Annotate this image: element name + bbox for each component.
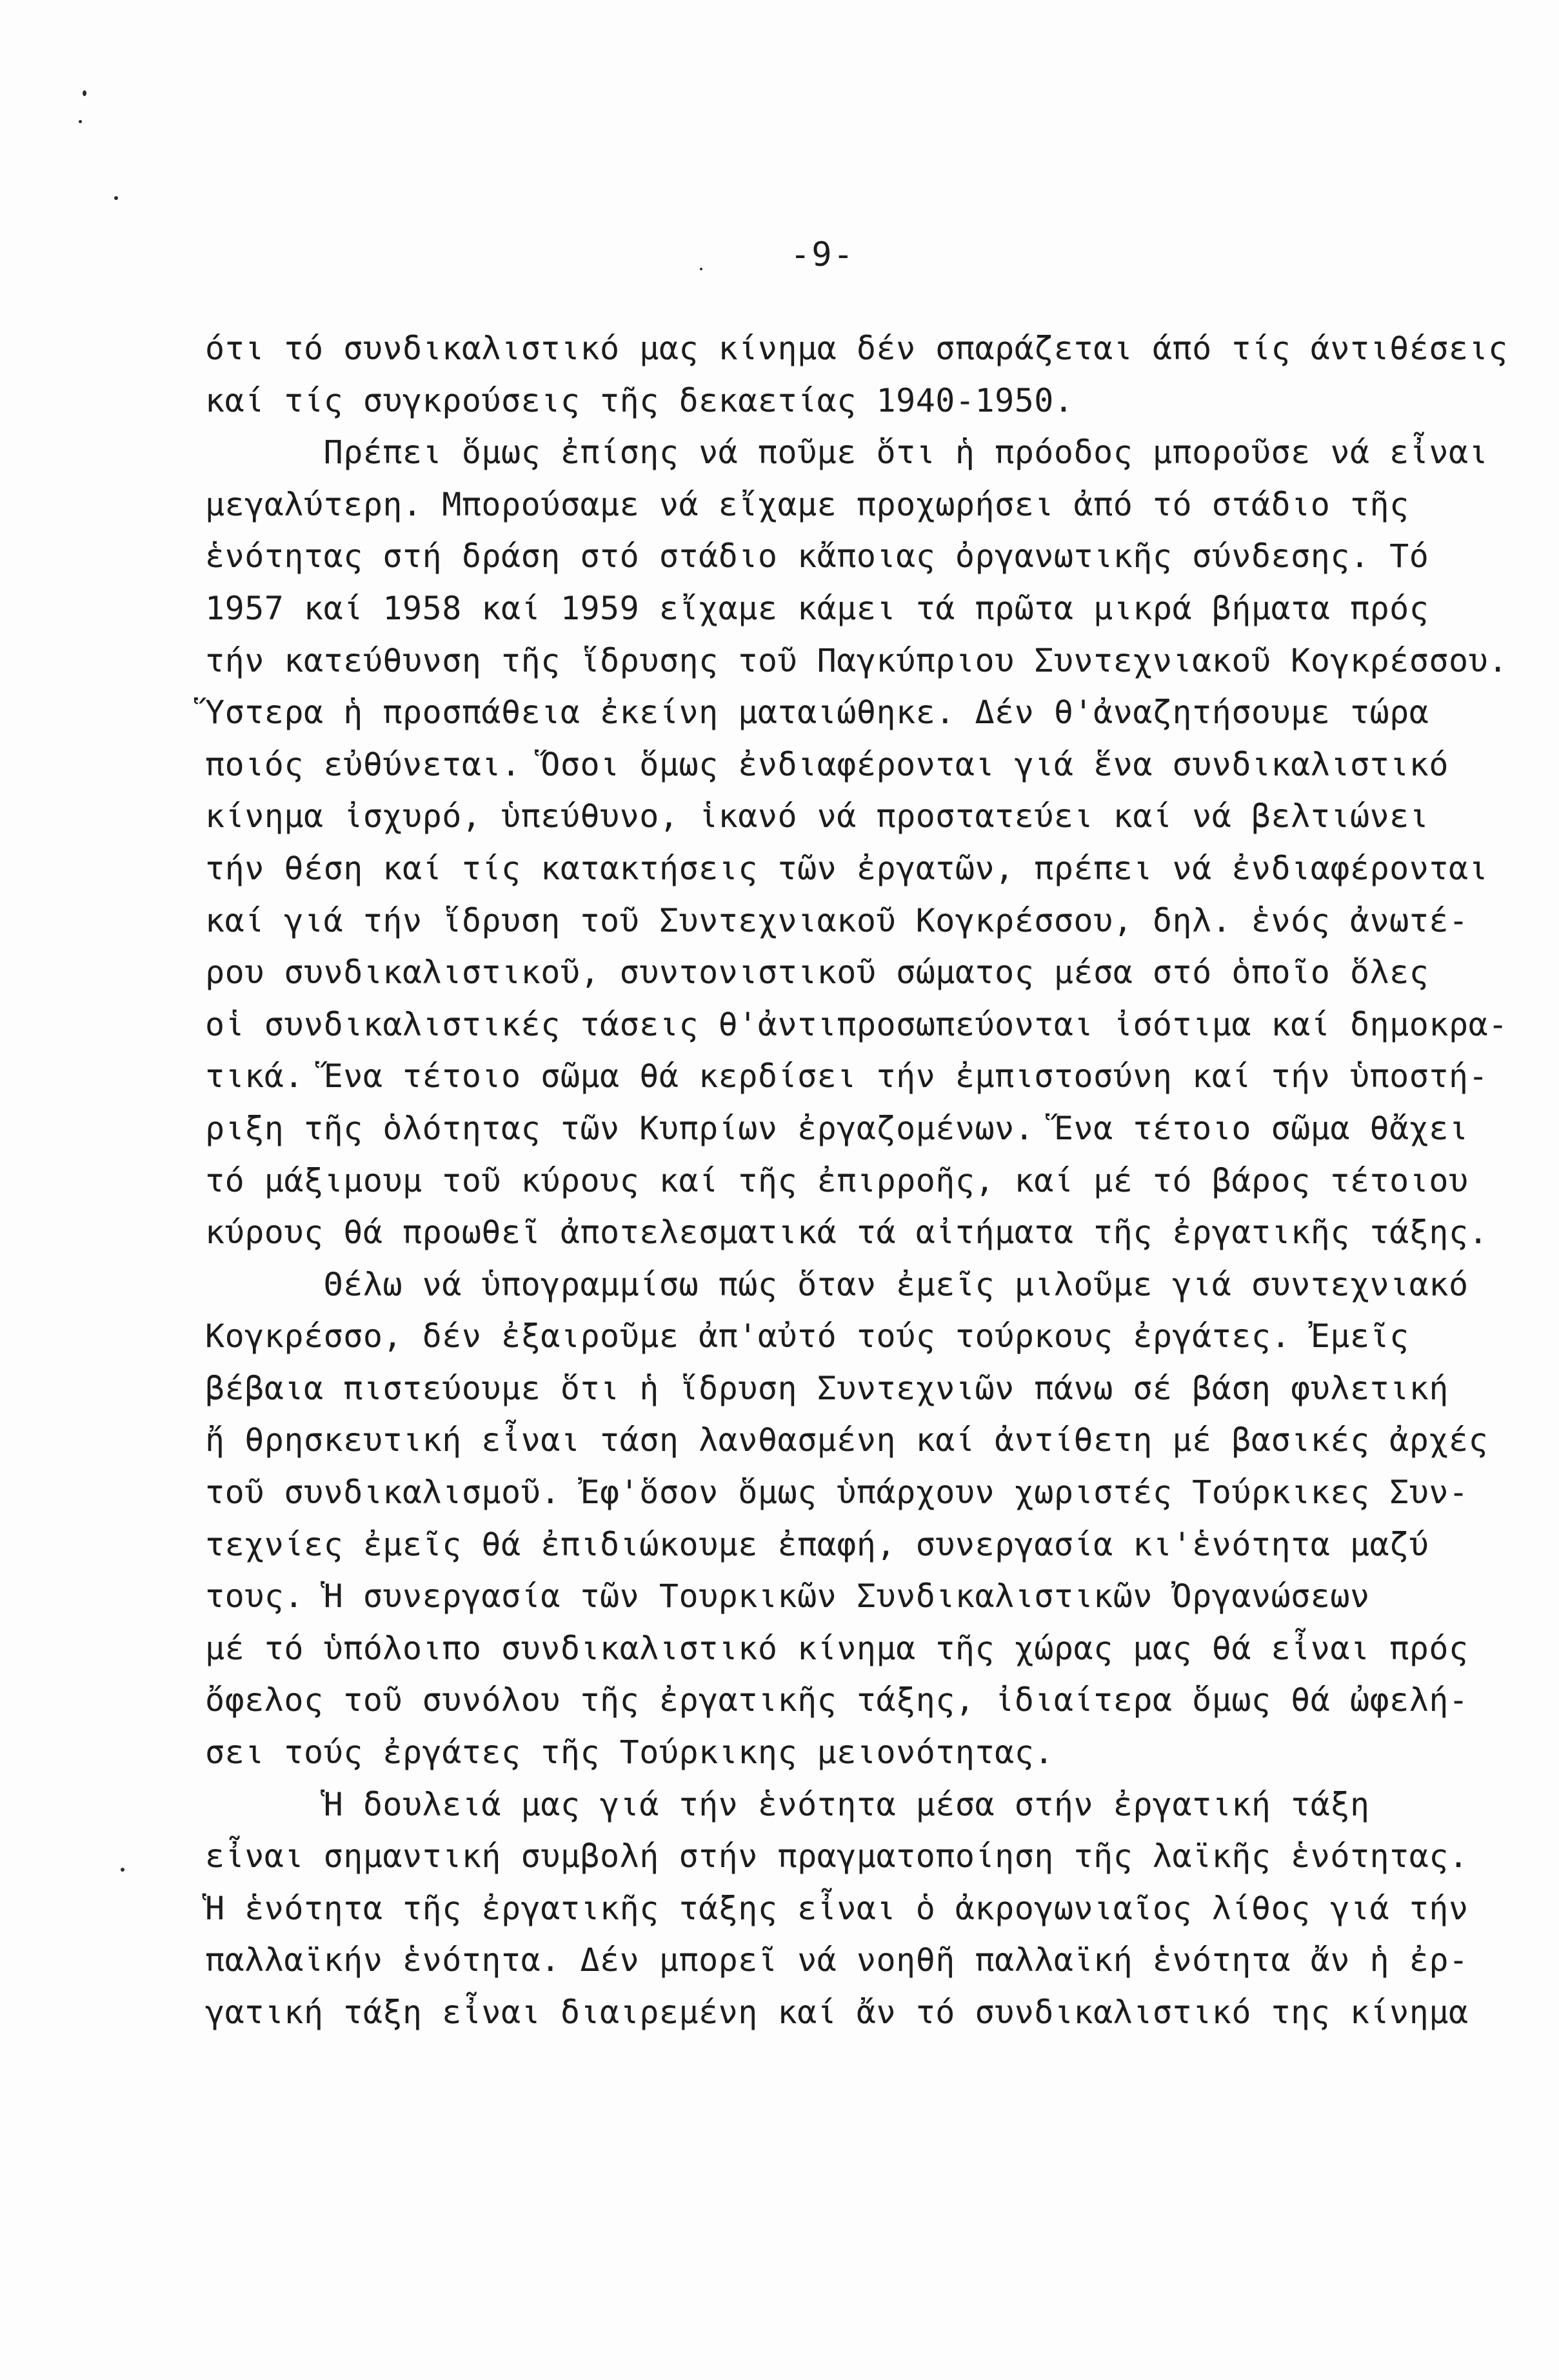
text-line: γατική τάξη εἶναι διαιρεμένη καί ἄν τό συνδικαλιστικό της κίνημα [205,1994,1469,2031]
text-line: μέ τό ὑπόλοιπο συνδικαλιστικό κίνημα τῆς χώρας μας θά εἶναι πρός [205,1629,1469,1667]
text-line: τους. Ἡ συνεργασία τῶν Τουρκικῶν Συνδικαλιστικῶν Ὀργανώσεων [205,1577,1370,1615]
text-line: τοῦ συνδικαλισμοῦ. Ἐφ'ὅσον ὅμως ὑπάρχουν χωριστές Τούρκικες Συν- [205,1474,1469,1512]
body-text [205,323,1508,2039]
text-line: Ὕστερα ἡ προσπάθεια ἐκείνη ματαιώθηκε. Δέν θ'ἀναζητήσουμε τώρα [205,694,1429,732]
text-line: ἤ θρησκευτική εἶναι τάση λανθασμένη καί ἀντίθετη μέ βασικές ἀρχές [205,1421,1489,1459]
text-line: οἱ συνδικαλιστικές τάσεις θ'ἀντιπροσωπεύονται ἰσότιμα καί δημοκρα- [205,1005,1508,1043]
text-line: Πρέπει ὅμως ἐπίσης νά ποῦμε ὅτι ἡ πρόοδος μποροῦσε νά εἶναι [205,434,1489,472]
text-line: ότι τό συνδικαλιστικό μας κίνημα δέν σπαράζεται άπό τίς άντιθέσεις [205,330,1508,367]
text-line: ὄφελος τοῦ συνόλου τῆς ἐργατικῆς τάξης, ἰδιαίτερα ὅμως θά ὠφελή- [205,1681,1469,1719]
text-line: κύρους θά προωθεῖ ἀποτελεσματικά τά αἰτήματα τῆς ἐργατικῆς τάξης. [205,1214,1489,1252]
text-line: 1957 καί 1958 καί 1959 εἴχαμε κάμει τά πρῶτα μικρά βήματα πρός [205,589,1429,627]
text-line: καί γιά τήν ἵδρυση τοῦ Συντεχνιακοῦ Κογκρέσσου, δηλ. ἑνός ἀνωτέ- [205,901,1469,939]
scan-speck [114,196,118,200]
text-line: Ἡ δουλειά μας γιά τήν ἑνότητα μέσα στήν ἐργατική τάξη [205,1785,1370,1823]
text-line: Θέλω νά ὑπογραμμίσω πώς ὅταν ἐμεῖς μιλοῦμε γιά συντεχνιακό [205,1265,1469,1303]
scan-speck [121,1868,124,1872]
text-line: εἶναι σημαντική συμβολή στήν πραγματοποίηση τῆς λαϊκῆς ἑνότητας. [205,1837,1469,1875]
text-line: ριξη τῆς ὁλότητας τῶν Κυπρίων ἐργαζομένων. Ἕνα τέτοιο σῶμα θἄχει [205,1109,1469,1147]
text-line: τήν κατεύθυνση τῆς ἵδρυσης τοῦ Παγκύπριου Συντεχνιακοῦ Κογκρέσσου. [205,641,1508,679]
text-line: παλλαϊκήν ἑνότητα. Δέν μπορεῖ νά νοηθῆ παλλαϊκή ἑνότητα ἄν ἡ ἐρ- [205,1941,1469,1979]
text-line: τεχνίες ἐμεῖς θά ἐπιδιώκουμε ἐπαφή, συνεργασία κι'ἑνότητα μαζύ [205,1525,1429,1563]
text-line: μεγαλύτερη. Μπορούσαμε νά εἴχαμε προχωρήσει ἀπό τό στάδιο τῆς [205,485,1409,523]
text-line: κίνημα ἰσχυρό, ὑπεύθυνο, ἱκανό νά προστατεύει καί νά βελτιώνει [205,797,1429,835]
text-line: τό μάξιμουμ τοῦ κύρους καί τῆς ἐπιρροῆς, καί μέ τό βάρος τέτοιου [205,1161,1469,1199]
text-line: ρου συνδικαλιστικοῦ, συντονιστικοῦ σώματος μέσα στό ὁποῖο ὅλες [205,954,1429,992]
text-line: Κογκρέσσο, δέν ἐξαιροῦμε ἀπ'αὐτό τούς τούρκους ἐργάτες. Ἐμεῖς [205,1317,1409,1355]
page-number: -9- [790,235,855,274]
text-line: Ἡ ἑνότητα τῆς ἐργατικῆς τάξης εἶναι ὁ ἀκρογωνιαῖος λίθος γιά τήν [205,1889,1469,1927]
text-line: σει τούς ἐργάτες τῆς Τούρκικης μειονότητας. [205,1734,1054,1772]
text-line: καί τίς συγκρούσεις τῆς δεκαετίας 1940-1950. [205,381,1074,419]
text-line: τικά. Ἕνα τέτοιο σῶμα θά κερδίσει τήν ἐμπιστοσύνη καί τήν ὑποστή- [205,1057,1489,1095]
text-line: ἑνότητας στή δράση στό στάδιο κἄποιας ὀργανωτικῆς σύνδεσης. Τό [205,537,1429,575]
scan-speck [700,268,702,270]
scan-speck [79,120,82,123]
scan-speck [83,90,86,96]
text-line: ποιός εὐθύνεται. Ὅσοι ὅμως ἐνδιαφέρονται γιά ἕνα συνδικαλιστικό [205,745,1449,783]
text-line: βέβαια πιστεύουμε ὅτι ἡ ἵδρυση Συντεχνιῶν πάνω σέ βάση φυλετική [205,1369,1449,1407]
text-line: τήν θέση καί τίς κατακτήσεις τῶν ἐργατῶν, πρέπει νά ἐνδιαφέρονται [205,849,1489,887]
